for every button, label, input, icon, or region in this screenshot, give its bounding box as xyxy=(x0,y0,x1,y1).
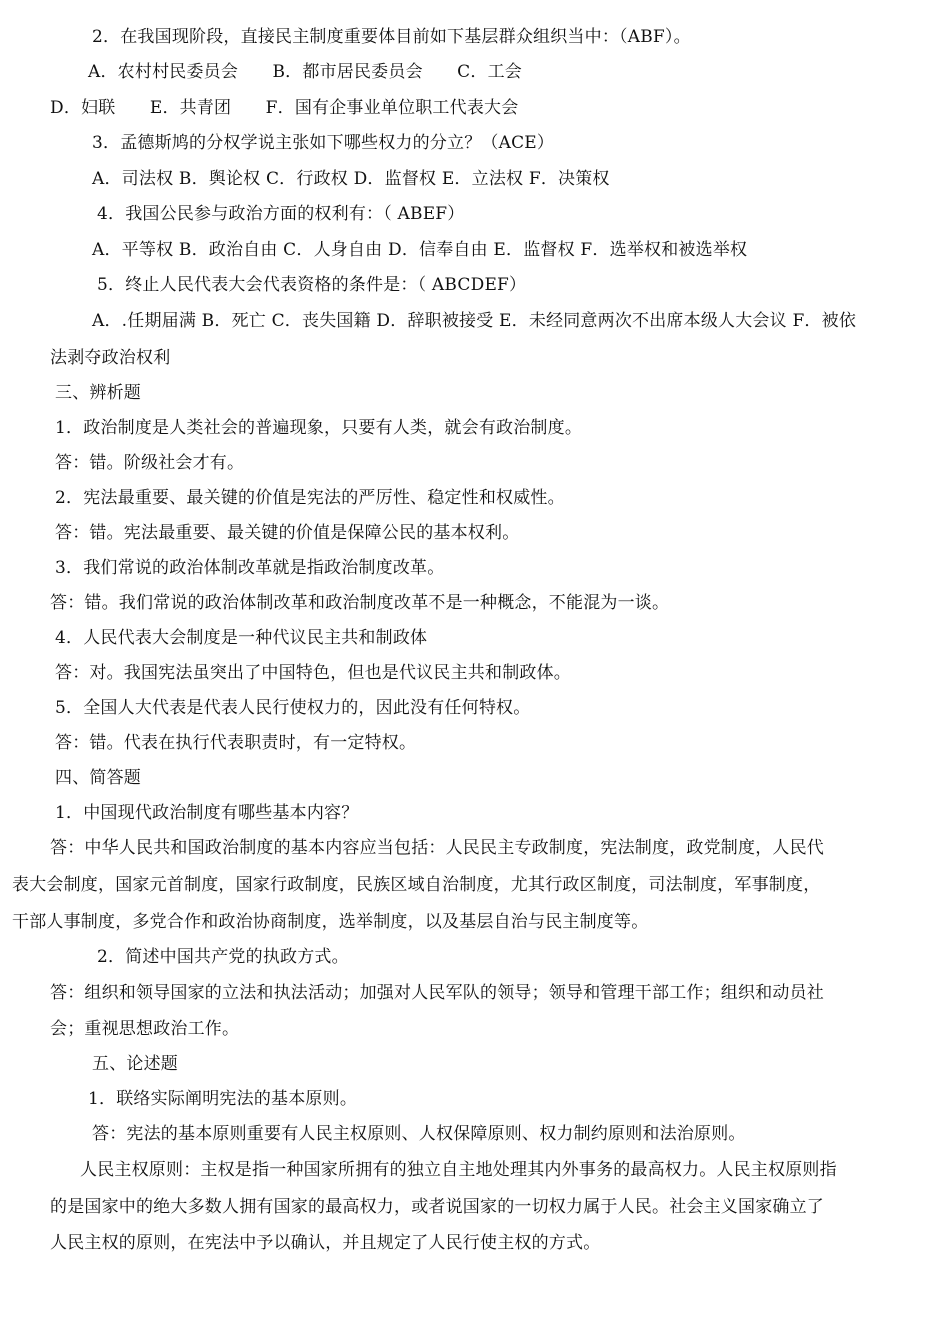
judge-2-answer: 答：错。宪法最重要、最关键的价值是保障公民的基本权利。 xyxy=(55,523,520,543)
short-1-answer-line-2: 表大会制度，国家元首制度，国家行政制度，民族区域自治制度，尤其行政区制度，司法制度，军事制度， xyxy=(12,875,821,895)
essay-1-answer-intro: 答：宪法的基本原则重要有人民主权原则、人权保障原则、权力制约原则和法治原则。 xyxy=(92,1124,746,1144)
short-1-question: 1．中国现代政治制度有哪些基本内容？ xyxy=(55,803,359,823)
question-4-options: A．平等权 B．政治自由 C．人身自由 D．信奉自由 E．监督权 F．选举权和被选举权 xyxy=(92,240,748,260)
judge-4-answer: 答：对。我国宪法虽突出了中国特色，但也是代议民主共和制政体。 xyxy=(55,663,571,683)
question-5-options-1: A．.任期届满 B．死亡 C．丧失国籍 D．辞职被接受 E．未经同意两次不出席本级人大会议 F．被依 xyxy=(92,311,857,331)
short-1-answer-line-3: 干部人事制度，多党合作和政治协商制度，选举制度，以及基层自治与民主制度等。 xyxy=(12,912,649,932)
essay-1-para-line-1: 人民主权原则：主权是指一种国家所拥有的独立自主地处理其内外事务的最高权力。人民主权原则指 xyxy=(80,1160,837,1180)
question-2-options-1: A．农村村民委员会 B．都市居民委员会 C．工会 xyxy=(88,62,522,82)
judge-5-answer: 答：错。代表在执行代表职责时，有一定特权。 xyxy=(55,733,417,753)
judge-3-answer: 答：错。我们常说的政治体制改革和政治制度改革不是一种概念，不能混为一谈。 xyxy=(50,593,670,613)
question-3-options: A．司法权 B．舆论权 C．行政权 D．监督权 E．立法权 F．决策权 xyxy=(92,169,610,189)
essay-1-para-line-3: 人民主权的原则，在宪法中予以确认，并且规定了人民行使主权的方式。 xyxy=(50,1233,601,1253)
section-3-heading: 三、辨析题 xyxy=(55,383,141,403)
essay-1-para-line-2: 的是国家中的绝大多数人拥有国家的最高权力，或者说国家的一切权力属于人民。社会主义国家确立了 xyxy=(50,1197,824,1217)
question-2-options-2: D．妇联 E．共青团 F．国有企事业单位职工代表大会 xyxy=(50,98,519,118)
question-2-text: 2．在我国现阶段，直接民主制度重要体目前如下基层群众组织当中：（ABF）。 xyxy=(92,27,691,47)
judge-2-question: 2．宪法最重要、最关键的价值是宪法的严厉性、稳定性和权威性。 xyxy=(55,488,565,508)
short-2-answer-line-2: 会；重视思想政治工作。 xyxy=(50,1019,240,1039)
judge-5-question: 5．全国人大代表是代表人民行使权力的，因此没有任何特权。 xyxy=(55,698,531,718)
question-5-options-2: 法剥夺政治权利 xyxy=(50,348,171,368)
question-4-text: 4．我国公民参与政治方面的权利有：（ ABEF） xyxy=(97,204,465,224)
judge-1-answer: 答：错。阶级社会才有。 xyxy=(55,453,245,473)
short-2-answer-line-1: 答：组织和领导国家的立法和执法活动；加强对人民军队的领导；领导和管理干部工作；组织和动员社 xyxy=(50,983,824,1003)
section-5-heading: 五、论述题 xyxy=(92,1054,178,1074)
question-3-text: 3．孟德斯鸠的分权学说主张如下哪些权力的分立？（ACE） xyxy=(92,133,555,153)
essay-1-question: 1．联络实际阐明宪法的基本原则。 xyxy=(88,1089,358,1109)
judge-3-question: 3．我们常说的政治体制改革就是指政治制度改革。 xyxy=(55,558,445,578)
judge-4-question: 4．人民代表大会制度是一种代议民主共和制政体 xyxy=(55,628,428,648)
short-1-answer-line-1: 答：中华人民共和国政治制度的基本内容应当包括：人民民主专政制度，宪法制度，政党制度，人民代 xyxy=(50,838,824,858)
judge-1-question: 1．政治制度是人类社会的普遍现象，只要有人类，就会有政治制度。 xyxy=(55,418,583,438)
section-4-heading: 四、简答题 xyxy=(55,768,141,788)
short-2-question: 2．简述中国共产党的执政方式。 xyxy=(97,947,349,967)
question-5-text: 5．终止人民代表大会代表资格的条件是：（ ABCDEF） xyxy=(97,275,527,295)
